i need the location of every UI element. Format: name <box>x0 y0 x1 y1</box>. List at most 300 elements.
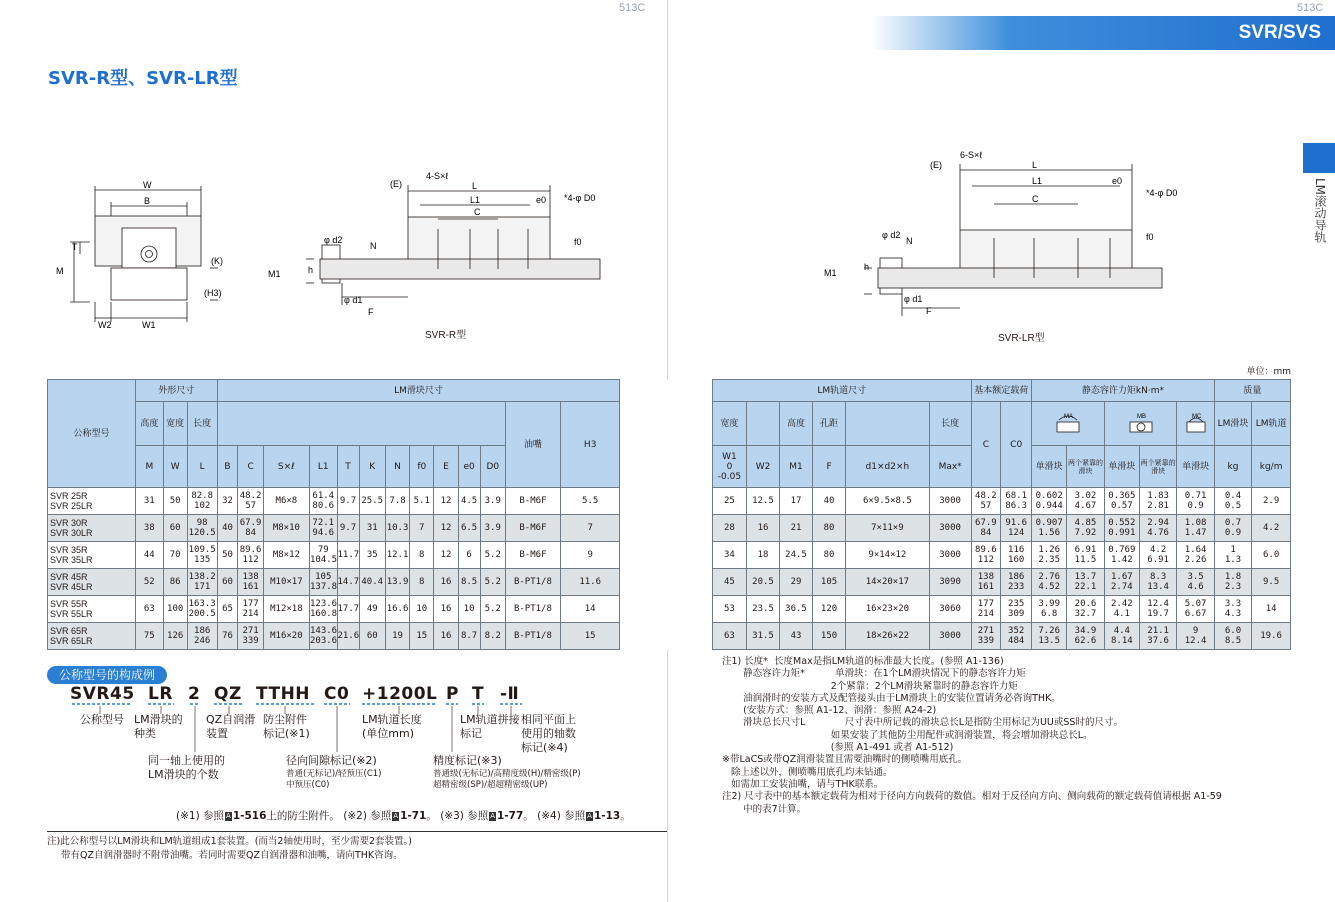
mc-icon <box>1183 410 1209 436</box>
th-N: N <box>385 446 409 488</box>
cell-e: 16 <box>434 596 458 623</box>
th-kgm: kg/m <box>1252 446 1291 488</box>
cell-l: 98 120.5 <box>187 515 217 542</box>
cell-w2: 18 <box>747 542 780 569</box>
cell-h3: 5.5 <box>560 488 619 515</box>
cell-c: 271 339 <box>971 623 1001 650</box>
th-d: d1×d2×h <box>846 446 930 488</box>
cell-ma1: 2.76 4.52 <box>1032 569 1067 596</box>
label-F: F <box>368 307 374 317</box>
cell-e0: 4.5 <box>458 488 480 515</box>
cell-e: 16 <box>434 623 458 650</box>
th-outer: 外形尺寸 <box>136 380 217 402</box>
a-badge: A <box>587 812 592 820</box>
label-h: h <box>308 265 314 275</box>
side-tab-marker <box>1303 143 1335 173</box>
cell-c0: 352 484 <box>1001 623 1032 650</box>
cell-model: SVR 25R SVR 25LR <box>48 488 136 515</box>
cell-e0: 6 <box>458 542 480 569</box>
pn-label-block-type: LM滑块的 种类 <box>134 713 183 740</box>
cell-f0: 10 <box>410 596 434 623</box>
cell-b: 76 <box>217 623 238 650</box>
cell-e0: 8.7 <box>458 623 480 650</box>
th-width: 宽度 <box>163 402 187 446</box>
table-row <box>48 515 1291 542</box>
cell-c: 67.9 84 <box>238 515 263 542</box>
cell-c0: 68.1 86.3 <box>1001 488 1032 515</box>
label-f0-lr: f0 <box>1146 232 1154 242</box>
th-grease-H3 <box>505 402 560 488</box>
cell-w: 100 <box>163 596 187 623</box>
cell-mb2: 12.4 19.7 <box>1139 596 1176 623</box>
cell-d0: 5.2 <box>480 569 505 596</box>
cell-k: 40.4 <box>359 569 385 596</box>
cell-f: 120 <box>813 596 846 623</box>
cell-h3: 9 <box>560 542 619 569</box>
cell-ma1: 1.26 2.35 <box>1032 542 1067 569</box>
th-MA <box>1032 402 1105 446</box>
cell-ma1: 7.26 13.5 <box>1032 623 1067 650</box>
left-drawing-caption: SVR-R型 <box>425 330 467 341</box>
cell-gap <box>620 515 712 542</box>
cell-gap <box>620 542 712 569</box>
cell-ma2: 6.91 11.5 <box>1067 542 1104 569</box>
cell-model: SVR 30R SVR 30LR <box>48 515 136 542</box>
cell-ma2: 4.85 7.92 <box>1067 515 1104 542</box>
pn-code-segment: C0 <box>324 684 350 704</box>
cell-t: 11.7 <box>337 542 359 569</box>
cell-mb2: 21.1 37.6 <box>1139 623 1176 650</box>
cell-e: 12 <box>434 515 458 542</box>
ma-icon <box>1051 410 1085 436</box>
th-MC <box>1177 402 1214 446</box>
cell-mblock: 6.0 8.5 <box>1214 623 1251 650</box>
cell-l1: 123.6 160.8 <box>310 596 338 623</box>
cell-ma2: 20.6 32.7 <box>1067 596 1104 623</box>
spec-table-body <box>48 488 1291 650</box>
label-M1: M1 <box>268 269 281 279</box>
cell-grease: B-M6F <box>505 542 560 569</box>
th-double-b: 两个紧靠的滑块 <box>1139 446 1176 488</box>
cell-t: 17.7 <box>337 596 359 623</box>
cell-c: 138 161 <box>971 569 1001 596</box>
cell-d: 14×20×17 <box>846 569 930 596</box>
pn-code-segment: LR <box>148 684 173 704</box>
cell-l1: 61.4 80.6 <box>310 488 338 515</box>
cell-m: 75 <box>136 623 164 650</box>
cell-f0: 5.1 <box>410 488 434 515</box>
cell-c: 177 214 <box>971 596 1001 623</box>
cell-grease: B-PT1/8 <box>505 596 560 623</box>
right-drawing-caption: SVR-LR型 <box>998 333 1045 344</box>
th-gap <box>620 380 712 488</box>
pn-code-segment: TTHH <box>256 684 311 704</box>
pn-code-segment: T <box>472 684 485 704</box>
label-N: N <box>370 241 377 251</box>
label-E: (E) <box>390 179 402 189</box>
cell-c: 271 339 <box>238 623 263 650</box>
th-max: Max* <box>929 446 971 488</box>
cell-d: 9×14×12 <box>846 542 930 569</box>
cell-l1: 143.6 203.6 <box>310 623 338 650</box>
cell-s: M8×12 <box>263 542 309 569</box>
cell-mb2: 4.2 6.91 <box>1139 542 1176 569</box>
cell-mrail: 14 <box>1252 596 1291 623</box>
cell-c: 89.6 112 <box>238 542 263 569</box>
label-T: T <box>72 242 78 252</box>
cell-max: 3000 <box>929 623 971 650</box>
cell-l1: 105 137.8 <box>310 569 338 596</box>
cell-b: 50 <box>217 542 238 569</box>
th-grease: 油嘴 <box>523 439 542 450</box>
cell-m1: 36.5 <box>780 596 813 623</box>
left-page-number: 513C <box>619 2 646 14</box>
cell-mrail: 2.9 <box>1252 488 1291 515</box>
cell-m1: 29 <box>780 569 813 596</box>
th-height: 高度 <box>136 402 164 446</box>
cell-mrail: 6.0 <box>1252 542 1291 569</box>
cell-l1: 79 104.5 <box>310 542 338 569</box>
th-length: 长度 <box>187 402 217 446</box>
cell-mblock: 1 1.3 <box>1214 542 1251 569</box>
cell-d0: 5.2 <box>480 542 505 569</box>
pn-label-plane: 相同平面上 使用的轴数 标记(※4) <box>521 713 576 754</box>
front-view-drawing <box>50 172 240 330</box>
label-W1: W1 <box>142 320 156 330</box>
th-Sxl: S×ℓ <box>263 446 309 488</box>
label-h-lr: h <box>864 262 870 272</box>
th-single-a: 单滑块 <box>1032 446 1067 488</box>
cell-mb2: 2.94 4.76 <box>1139 515 1176 542</box>
pn-code-segment: +1200L <box>362 684 438 704</box>
cell-h3: 11.6 <box>560 569 619 596</box>
cell-m1: 24.5 <box>780 542 813 569</box>
right-page-number: 513C <box>1297 2 1324 14</box>
pn-label-model: 公称型号 <box>80 713 124 726</box>
cell-model: SVR 45R SVR 45LR <box>48 569 136 596</box>
cell-c: 48.2 57 <box>238 488 263 515</box>
pn-label-seal: 防尘附件 标记(※1) <box>263 713 310 740</box>
th-d-blank <box>846 402 930 446</box>
label-M: M <box>56 266 64 276</box>
cell-ma2: 3.02 4.67 <box>1067 488 1104 515</box>
cell-d: 6×9.5×8.5 <box>846 488 930 515</box>
cell-mb1: 1.67 2.74 <box>1104 569 1139 596</box>
cell-l: 138.2 171 <box>187 569 217 596</box>
cell-w: 60 <box>163 515 187 542</box>
cell-c: 138 161 <box>238 569 263 596</box>
cell-max: 3000 <box>929 542 971 569</box>
label-f0: f0 <box>574 237 582 247</box>
th-block-blank <box>217 402 505 446</box>
cell-w: 126 <box>163 623 187 650</box>
cell-k: 35 <box>359 542 385 569</box>
table-row <box>48 623 1291 650</box>
cell-l: 186 246 <box>187 623 217 650</box>
cell-mb1: 4.4 8.14 <box>1104 623 1139 650</box>
cell-c: 89.6 112 <box>971 542 1001 569</box>
label-C: C <box>474 207 481 217</box>
header-band <box>870 16 1335 50</box>
cell-f: 105 <box>813 569 846 596</box>
cell-e: 16 <box>434 569 458 596</box>
cell-ma1: 0.907 1.56 <box>1032 515 1067 542</box>
cell-mblock: 0.7 0.9 <box>1214 515 1251 542</box>
cell-t: 21.6 <box>337 623 359 650</box>
pn-label-qz: QZ自润滑 装置 <box>206 713 256 740</box>
label-d2: φ d2 <box>324 235 343 245</box>
th-rail-height: 高度 <box>780 402 813 446</box>
cell-f0: 8 <box>410 569 434 596</box>
svg-text:MA: MA <box>1063 413 1073 420</box>
label-M1-lr: M1 <box>824 268 837 278</box>
header-title: SVR/SVS <box>1238 22 1321 43</box>
cell-ma1: 3.99 6.8 <box>1032 596 1067 623</box>
cell-t: 14.7 <box>337 569 359 596</box>
label-H3: (H3) <box>204 288 222 298</box>
cell-mrail: 19.6 <box>1252 623 1291 650</box>
cell-f: 80 <box>813 542 846 569</box>
label-D0: *4-φ D0 <box>564 193 596 203</box>
cell-grease: B-M6F <box>505 515 560 542</box>
cell-w2: 20.5 <box>747 569 780 596</box>
cell-f0: 7 <box>410 515 434 542</box>
label-L1: L1 <box>470 195 481 205</box>
cell-w: 86 <box>163 569 187 596</box>
cell-l: 109.5 135 <box>187 542 217 569</box>
label-d1-lr: φ d1 <box>904 294 923 304</box>
th-kg: kg <box>1214 446 1251 488</box>
cell-l: 163.3 200.5 <box>187 596 217 623</box>
table-row <box>48 596 1291 623</box>
cell-m1: 21 <box>780 515 813 542</box>
a-badge: A <box>393 812 399 820</box>
cell-mc1: 1.64 2.26 <box>1177 542 1214 569</box>
th-double-a: 两个紧靠的滑块 <box>1067 446 1104 488</box>
part-number-references: (※1) 参照 A 1-516上的防尘附件。 (※2) 参照 A 1-71。 (※3) 参照 A 1-77。 (※4) 参照 A 1-13。 <box>176 810 631 822</box>
label-d1: φ d1 <box>344 295 363 305</box>
th-K: K <box>359 446 385 488</box>
spec-table <box>47 379 1291 650</box>
svg-text:MC: MC <box>1191 413 1201 420</box>
a-badge: A <box>226 812 231 820</box>
cell-mb1: 0.769 1.42 <box>1104 542 1139 569</box>
cell-e0: 10 <box>458 596 480 623</box>
svg-text:MB: MB <box>1136 413 1146 420</box>
cell-w: 70 <box>163 542 187 569</box>
th-H3: H3 <box>560 402 619 488</box>
cell-m1: 43 <box>780 623 813 650</box>
cell-w: 50 <box>163 488 187 515</box>
th-rail-width: 宽度 <box>712 402 746 446</box>
th-load: 基本额定载荷 <box>971 380 1032 402</box>
cell-w1: 63 <box>712 623 746 650</box>
th-MB <box>1104 402 1177 446</box>
cell-b: 40 <box>217 515 238 542</box>
cell-max: 3090 <box>929 569 971 596</box>
cell-d0: 5.2 <box>480 596 505 623</box>
cell-s: M10×17 <box>263 569 309 596</box>
label-C-lr: C <box>1032 194 1039 204</box>
th-C: C <box>971 402 1001 488</box>
cell-n: 16.6 <box>385 596 409 623</box>
section-title: SVR-R型、SVR-LR型 <box>48 68 238 89</box>
pn-code-segment: SVR45 <box>70 684 135 704</box>
th-mass: 质量 <box>1214 380 1290 402</box>
cell-mc1: 3.5 4.6 <box>1177 569 1214 596</box>
th-W1: W1 0 -0.05 <box>712 446 746 488</box>
pn-label-count: 同一轴上使用的 LM滑块的个数 <box>148 754 225 781</box>
th-T: T <box>337 446 359 488</box>
cell-h3: 14 <box>560 596 619 623</box>
th-M: M <box>136 446 164 488</box>
cell-c0: 235 309 <box>1001 596 1032 623</box>
cell-gap <box>620 488 712 515</box>
side-tab-label: LM滚动导轨 <box>1313 178 1327 244</box>
th-E: E <box>434 446 458 488</box>
th-F: F <box>813 446 846 488</box>
cell-mblock: 3.3 4.3 <box>1214 596 1251 623</box>
cell-w1: 53 <box>712 596 746 623</box>
cell-mb1: 2.42 4.1 <box>1104 596 1139 623</box>
th-W: W <box>163 446 187 488</box>
th-L1: L1 <box>310 446 338 488</box>
cell-w1: 45 <box>712 569 746 596</box>
cell-gap <box>620 623 712 650</box>
th-C0: C0 <box>1001 402 1032 488</box>
label-W2: W2 <box>98 320 112 330</box>
cell-n: 12.1 <box>385 542 409 569</box>
cell-s: M12×18 <box>263 596 309 623</box>
table-row <box>48 488 1291 515</box>
cell-c0: 116 160 <box>1001 542 1032 569</box>
cell-s: M16×20 <box>263 623 309 650</box>
cell-ma2: 13.7 22.1 <box>1067 569 1104 596</box>
cell-mrail: 4.2 <box>1252 515 1291 542</box>
th-e0: e0 <box>458 446 480 488</box>
th-model: 公称型号 <box>48 380 136 488</box>
th-W2-blank <box>747 402 780 446</box>
label-e0: e0 <box>536 195 547 205</box>
th-mass-rail: LM轨道 <box>1252 402 1291 446</box>
cell-e: 12 <box>434 542 458 569</box>
cell-f0: 15 <box>410 623 434 650</box>
pn-code-segment: QZ <box>214 684 242 704</box>
cell-n: 7.8 <box>385 488 409 515</box>
cell-d: 7×11×9 <box>846 515 930 542</box>
table-row <box>48 569 1291 596</box>
table-row <box>48 542 1291 569</box>
bottom-note <box>47 831 667 863</box>
th-pitch: 孔距 <box>813 402 846 446</box>
cell-mb1: 0.552 0.991 <box>1104 515 1139 542</box>
cell-model: SVR 35R SVR 35LR <box>48 542 136 569</box>
cell-mc1: 5.07 6.67 <box>1177 596 1214 623</box>
th-single-c: 单滑块 <box>1177 446 1214 488</box>
unit-label: 单位：mm <box>1246 367 1291 377</box>
cell-l: 82.8 102 <box>187 488 217 515</box>
pn-code-segment: 2 <box>188 684 201 704</box>
cell-mc1: 9 12.4 <box>1177 623 1214 650</box>
cell-mc1: 1.08 1.47 <box>1177 515 1214 542</box>
cell-d0: 8.2 <box>480 623 505 650</box>
cell-gap <box>620 596 712 623</box>
cell-mrail: 9.5 <box>1252 569 1291 596</box>
cell-s: M8×10 <box>263 515 309 542</box>
label-N-lr: N <box>906 236 913 246</box>
cell-mb1: 0.365 0.57 <box>1104 488 1139 515</box>
cell-mc1: 0.71 0.9 <box>1177 488 1214 515</box>
cell-model: SVR 65R SVR 65LR <box>48 623 136 650</box>
cell-w1: 34 <box>712 542 746 569</box>
side-view-lr-drawing <box>820 148 1178 320</box>
cell-l1: 72.1 94.6 <box>310 515 338 542</box>
label-D0-lr: *4-φ D0 <box>1146 188 1178 198</box>
cell-m: 38 <box>136 515 164 542</box>
label-K: (K) <box>211 256 223 266</box>
label-B: B <box>144 196 151 206</box>
th-L: L <box>187 446 217 488</box>
bottom-note-line2: 带有QZ自润滑器时不附带油嘴。若同时需要QZ自润滑器和油嘴，请向THK咨询。 <box>61 850 403 861</box>
cell-f: 150 <box>813 623 846 650</box>
th-C-dim: C <box>238 446 263 488</box>
label-L1-lr: L1 <box>1032 176 1043 186</box>
cell-e0: 6.5 <box>458 515 480 542</box>
pn-code-segment: -Ⅱ <box>500 684 520 704</box>
label-6-S-l: 6-S×ℓ <box>960 150 983 160</box>
cell-k: 60 <box>359 623 385 650</box>
pn-code-segment: P <box>446 684 459 704</box>
cell-grease: B-M6F <box>505 488 560 515</box>
label-F-lr: F <box>926 306 932 316</box>
label-e0-lr: e0 <box>1112 176 1123 186</box>
cell-w1: 28 <box>712 515 746 542</box>
label-L: L <box>472 181 478 191</box>
cell-b: 65 <box>217 596 238 623</box>
cell-d0: 3.9 <box>480 488 505 515</box>
cell-ma1: 0.602 0.944 <box>1032 488 1067 515</box>
cell-e: 12 <box>434 488 458 515</box>
pn-sub-accuracy: 普通级(无标记)/高精度级(H)/精密级(P) 超精密级(SP)/超超精密级(UP) <box>433 769 581 790</box>
th-D0: D0 <box>480 446 505 488</box>
cell-m: 63 <box>136 596 164 623</box>
cell-gap <box>620 569 712 596</box>
cell-b: 32 <box>217 488 238 515</box>
th-mass-block: LM滑块 <box>1214 402 1251 446</box>
cell-ma2: 34.9 62.6 <box>1067 623 1104 650</box>
right-notes: 注1) 长度* 长度Max是指LM轨道的标准最大长度。(参照 A1-136) 静态容许力矩* 单滑块：在1个LM滑块情况下的静态容许力矩 2个紧靠：2个LM滑块紧靠时的静态容许力矩 油润滑时的安装方式及配管接头由于LM滑块上的安装位置请务必咨询THK。 (安装方式：参照 A1-12、润滑：参照 A24-2) 滑块总长尺寸L 尺寸表中所记载的滑块总长L是指防尘用标记为UU或SS时的尺寸。 如果安装了其他防尘用配件或润滑装置，将会增加滑块总长L。 (参照 A1-491 或者 A1-512) ※带LaCS或带QZ润滑装置且需要油嘴时的侧喷嘴用底孔。 除上述以外，侧喷嘴用底孔均未钻通。 如需加工安装油嘴，请与THK联系。 注2) 尺寸表中的基本额定载荷为相对于径向方向载荷的数值。相对于反径向方向、侧向载荷的额定载荷值请根据 A1-59 中的表7计算。 <box>722 656 1222 815</box>
cell-d: 16×23×20 <box>846 596 930 623</box>
label-W: W <box>143 180 152 190</box>
cell-m: 44 <box>136 542 164 569</box>
pn-label-accuracy: 精度标记(※3) <box>433 754 502 767</box>
cell-f0: 8 <box>410 542 434 569</box>
th-f0: f0 <box>410 446 434 488</box>
label-d2-lr: φ d2 <box>882 230 901 240</box>
pn-sub-clearance: 普通(无标记)/轻预压(C1) 中预压(C0) <box>286 769 382 790</box>
th-B: B <box>217 446 238 488</box>
cell-mb2: 8.3 13.4 <box>1139 569 1176 596</box>
cell-w2: 16 <box>747 515 780 542</box>
cell-c: 67.9 84 <box>971 515 1001 542</box>
cell-mblock: 1.8 2.3 <box>1214 569 1251 596</box>
label-E-lr: (E) <box>930 160 942 170</box>
cell-e0: 8.5 <box>458 569 480 596</box>
cell-f: 80 <box>813 515 846 542</box>
cell-max: 3000 <box>929 515 971 542</box>
th-block: LM滑块尺寸 <box>217 380 620 402</box>
th-W2: W2 <box>747 446 780 488</box>
